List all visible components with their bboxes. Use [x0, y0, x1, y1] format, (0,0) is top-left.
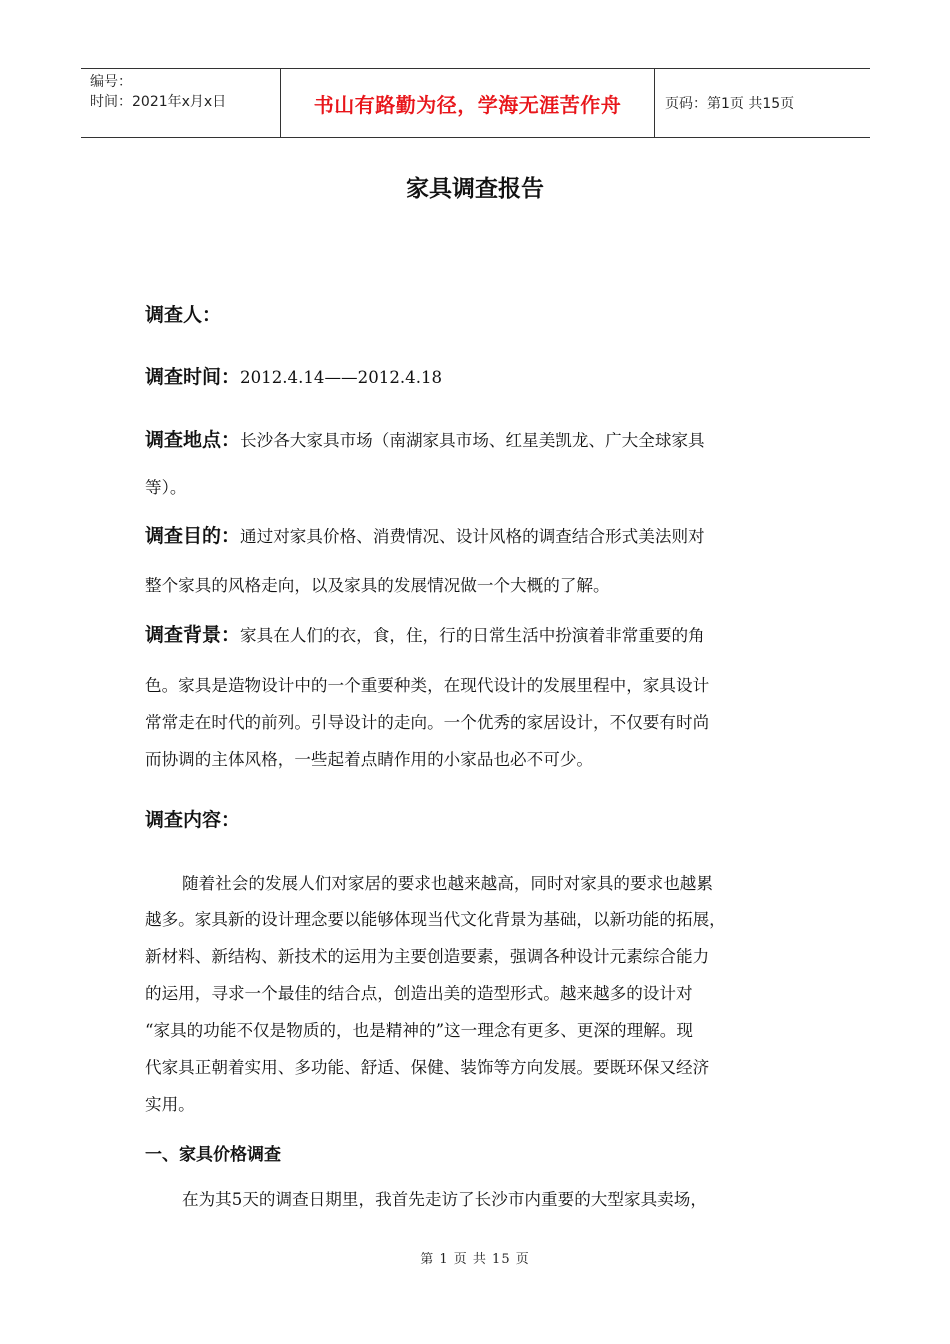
time-label: 调查时间： [145, 366, 241, 388]
content-paragraph-line: 实用。 [145, 1095, 195, 1114]
content-label: 调查内容： [145, 809, 241, 831]
document-title: 家具调查报告 [406, 176, 544, 202]
content-paragraph-line: “家具的功能不仅是物质的，也是精神的”这一理念有更多、更深的理解。现 [145, 1021, 693, 1040]
investigator-label: 调查人： [145, 304, 222, 326]
header-meta [81, 69, 281, 137]
header-motto: 书山有路勤为径，学海无涯苦作舟 [281, 69, 655, 137]
content-paragraph-line: 随着社会的发展人们对家居的要求也越来越高，同时对家具的要求也越累 [182, 874, 713, 893]
background-line-2: 色。家具是造物设计中的一个重要种类，在现代设计的发展里程中，家具设计 [145, 676, 710, 695]
purpose-line-1 [145, 521, 705, 548]
investigator-line [145, 300, 221, 327]
location-line-2: 等）。 [145, 478, 187, 497]
location-line-1 [145, 425, 705, 452]
section-heading: 一、家具价格调查 [145, 1145, 281, 1165]
purpose-line-2: 整个家具的风格走向，以及家具的发展情况做一个大概的了解。 [145, 576, 610, 595]
time-value: 2012.4.14——2012.4.18 [240, 368, 443, 387]
document-header [81, 68, 870, 138]
background-label: 调查背景： [145, 624, 241, 646]
time-line [145, 362, 442, 389]
content-paragraph-line: 越多。家具新的设计理念要以能够体现当代文化背景为基础，以新功能的拓展， [145, 910, 726, 929]
purpose-label: 调查目的： [145, 525, 241, 547]
header-time-label: 时间：2021年x月x日 [90, 94, 227, 110]
purpose-text-1: 通过对家具价格、消费情况、设计风格的调查结合形式美法则对 [240, 527, 705, 546]
content-paragraph-line: 新材料、新结构、新技术的运用为主要创造要素，强调各种设计元素综合能力 [145, 947, 710, 966]
background-line-3: 常常走在时代的前列。引导设计的走向。一个优秀的家居设计，不仅要有时尚 [145, 713, 710, 732]
header-number-label: 编号： [90, 74, 132, 90]
background-text-1: 家具在人们的衣，食，住，行的日常生活中扮演着非常重要的角 [240, 626, 705, 645]
background-line-4: 而协调的主体风格，一些起着点睛作用的小家品也必不可少。 [145, 750, 594, 769]
section-paragraph-line: 在为其5天的调查日期里，我首先走访了长沙市内重要的大型家具卖场， [182, 1190, 707, 1209]
content-paragraph-line: 的运用，寻求一个最佳的结合点，创造出美的造型形式。越来越多的设计对 [145, 984, 693, 1003]
location-text-1: 长沙各大家具市场（南湖家具市场、红星美凯龙、广大全球家具 [240, 431, 705, 450]
header-page-info: 页码：第1页 共15页 [665, 96, 795, 112]
background-line-1 [145, 620, 705, 647]
content-line [145, 805, 240, 832]
page-footer: 第 1 页 共 15 页 [420, 1252, 530, 1267]
location-label: 调查地点： [145, 429, 241, 451]
content-paragraph-line: 代家具正朝着实用、多功能、舒适、保健、装饰等方向发展。要既环保又经济 [145, 1058, 710, 1077]
